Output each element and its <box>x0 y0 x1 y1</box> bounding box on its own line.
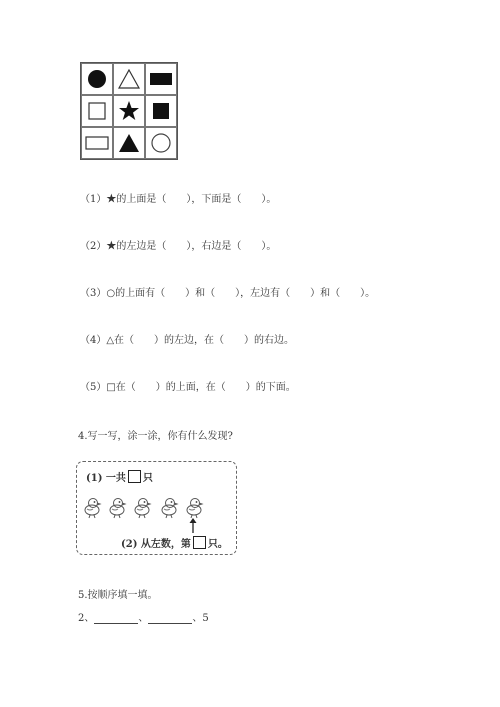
chick-position-suffix: 只。 <box>207 539 228 550</box>
chick-position-line <box>121 535 228 550</box>
filled-triangle-icon <box>118 133 140 153</box>
sequence-separator: 、 <box>192 613 203 624</box>
question-2: （2）★的左边是（ ），右边是（ ）。 <box>80 241 277 252</box>
filled-square-icon <box>152 102 170 120</box>
chick-icon <box>185 497 205 519</box>
sequence-separator: 、 <box>138 613 149 624</box>
filled-rectangle-icon <box>149 72 173 86</box>
question-4: （4）△在（ ）的左边，在（ ）的右边。 <box>80 335 295 346</box>
answer-box[interactable] <box>128 470 141 483</box>
grid-cell <box>113 63 145 95</box>
problem-5-title: 5.按顺序填一填。 <box>78 590 158 601</box>
problem-4-title: 4.写一写，涂一涂，你有什么发现? <box>78 431 233 442</box>
question-5: （5）□在（ ）的上面，在（ ）的下面。 <box>80 382 296 393</box>
question-3: （3）○的上面有（ ）和（ ），左边有（ ）和（ ）。 <box>80 288 376 299</box>
sequence-end: 5 <box>202 613 209 624</box>
chick-count-line <box>86 469 153 484</box>
chick-icon <box>160 497 180 519</box>
chick-icon <box>83 497 103 519</box>
shape-grid <box>80 62 178 160</box>
outline-rectangle-icon <box>85 136 109 150</box>
grid-cell <box>145 63 177 95</box>
grid-cell <box>145 127 177 159</box>
chick-icon <box>133 497 153 519</box>
answer-blank[interactable] <box>94 613 138 624</box>
sequence-line <box>78 609 209 624</box>
filled-circle-icon <box>87 69 107 89</box>
grid-cell <box>145 95 177 127</box>
grid-cell <box>81 63 113 95</box>
grid-cell <box>113 127 145 159</box>
up-arrow-icon <box>188 518 198 534</box>
grid-cell <box>81 127 113 159</box>
answer-box[interactable] <box>193 536 206 549</box>
outline-triangle-icon <box>118 69 140 89</box>
filled-star-icon <box>118 100 140 122</box>
grid-cell <box>113 95 145 127</box>
chick-count-prefix: (1) 一共 <box>86 473 126 484</box>
chick-position-prefix: (2) 从左数，第 <box>121 539 191 550</box>
grid-cell <box>81 95 113 127</box>
question-1: （1）★的上面是（ ），下面是（ ）。 <box>80 194 277 205</box>
outline-circle-icon <box>151 133 171 153</box>
answer-blank[interactable] <box>148 613 192 624</box>
chick-count-suffix: 只 <box>142 473 153 484</box>
sequence-start: 2、 <box>78 613 95 624</box>
chick-icon <box>108 497 128 519</box>
outline-square-icon <box>88 102 106 120</box>
